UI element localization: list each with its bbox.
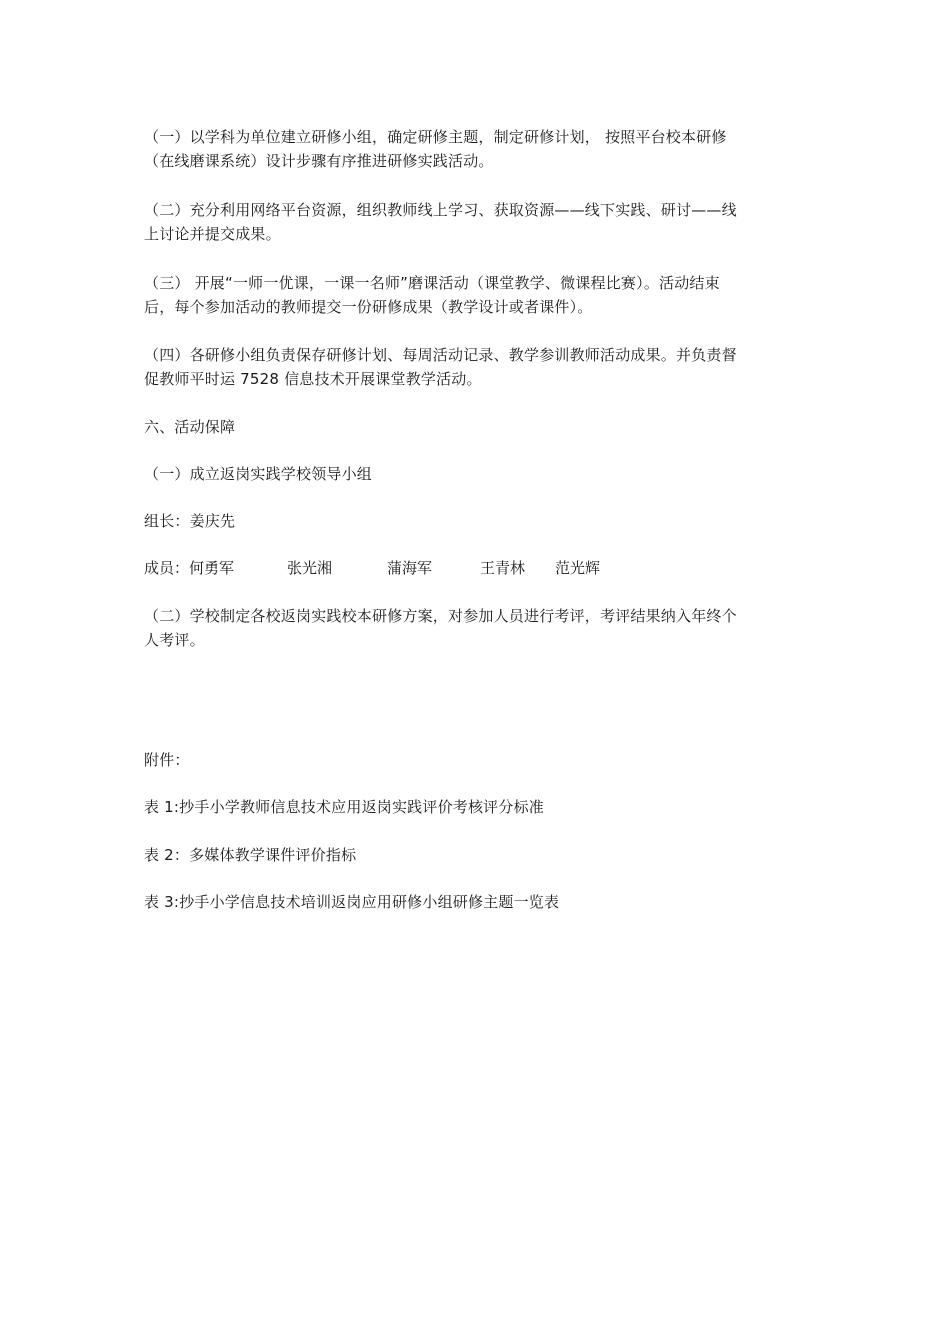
group-leader-text: 组长：姜庆先 [144, 512, 236, 530]
attachment-2 [144, 843, 812, 867]
attachments-title [144, 748, 812, 772]
group-leader [144, 509, 812, 533]
paragraph-2-line-2: 上讨论并提交成果。 [144, 225, 281, 243]
section-heading-text: 六、活动保障 [144, 418, 236, 436]
paragraph-3-line-1: （三） 开展“一师一优课，一课一名师”磨课活动（课堂教学、微课程比赛）。活动结束 [144, 274, 720, 292]
paragraph-1-line-2: （在线磨课系统）设计步骤有序推进研修实践活动。 [144, 152, 494, 170]
paragraph-3-line-2: 后，每个参加活动的教师提交一份研修成果（教学设计或者课件）。 [144, 298, 593, 316]
attachment-1-text: 表 1:抄手小学教师信息技术应用返岗实践评价考核评分标准 [144, 798, 544, 816]
paragraph-1-line-1: （一）以学科为单位建立研修小组，确定研修主题，制定研修计划， 按照平台校本研修 [144, 128, 727, 146]
attachment-3-text: 表 3:抄手小学信息技术培训返岗应用研修小组研修主题一览表 [144, 893, 560, 911]
paragraph-3 [144, 271, 812, 319]
paragraph-2 [144, 198, 812, 246]
member-4: 王青林 [480, 559, 526, 577]
attachment-3 [144, 890, 812, 914]
member-label-first: 成员：何勇军 [144, 559, 235, 577]
paragraph-4-line-1: （四）各研修小组负责保存研修计划、每周活动记录、教学参训教师活动成果。并负责督 [144, 346, 737, 364]
section-heading-activity-guarantee [144, 415, 812, 439]
group-members [144, 556, 812, 580]
subsection-leadership-group [144, 462, 812, 486]
subsection-evaluation [144, 604, 812, 652]
paragraph-1 [144, 125, 812, 173]
subsection-text: （一）成立返岗实践学校领导小组 [144, 465, 373, 483]
attachment-1 [144, 795, 812, 819]
paragraph-2-line-1: （二）充分利用网络平台资源，组织教师线上学习、获取资源——线下实践、研讨——线 [144, 201, 737, 219]
attachments-title-text: 附件： [144, 751, 190, 769]
subsection-evaluation-line-2: 人考评。 [144, 631, 205, 649]
attachment-2-text: 表 2：多媒体教学课件评价指标 [144, 846, 357, 864]
paragraph-4 [144, 343, 812, 391]
member-3: 蒲海军 [387, 559, 433, 577]
paragraph-4-line-2: 促教师平时运 7528 信息技术开展课堂教学活动。 [144, 370, 482, 388]
member-2: 张光湘 [287, 559, 333, 577]
subsection-evaluation-line-1: （二）学校制定各校返岗实践校本研修方案，对参加人员进行考评，考评结果纳入年终个 [144, 607, 737, 625]
member-5: 范光辉 [555, 559, 601, 577]
